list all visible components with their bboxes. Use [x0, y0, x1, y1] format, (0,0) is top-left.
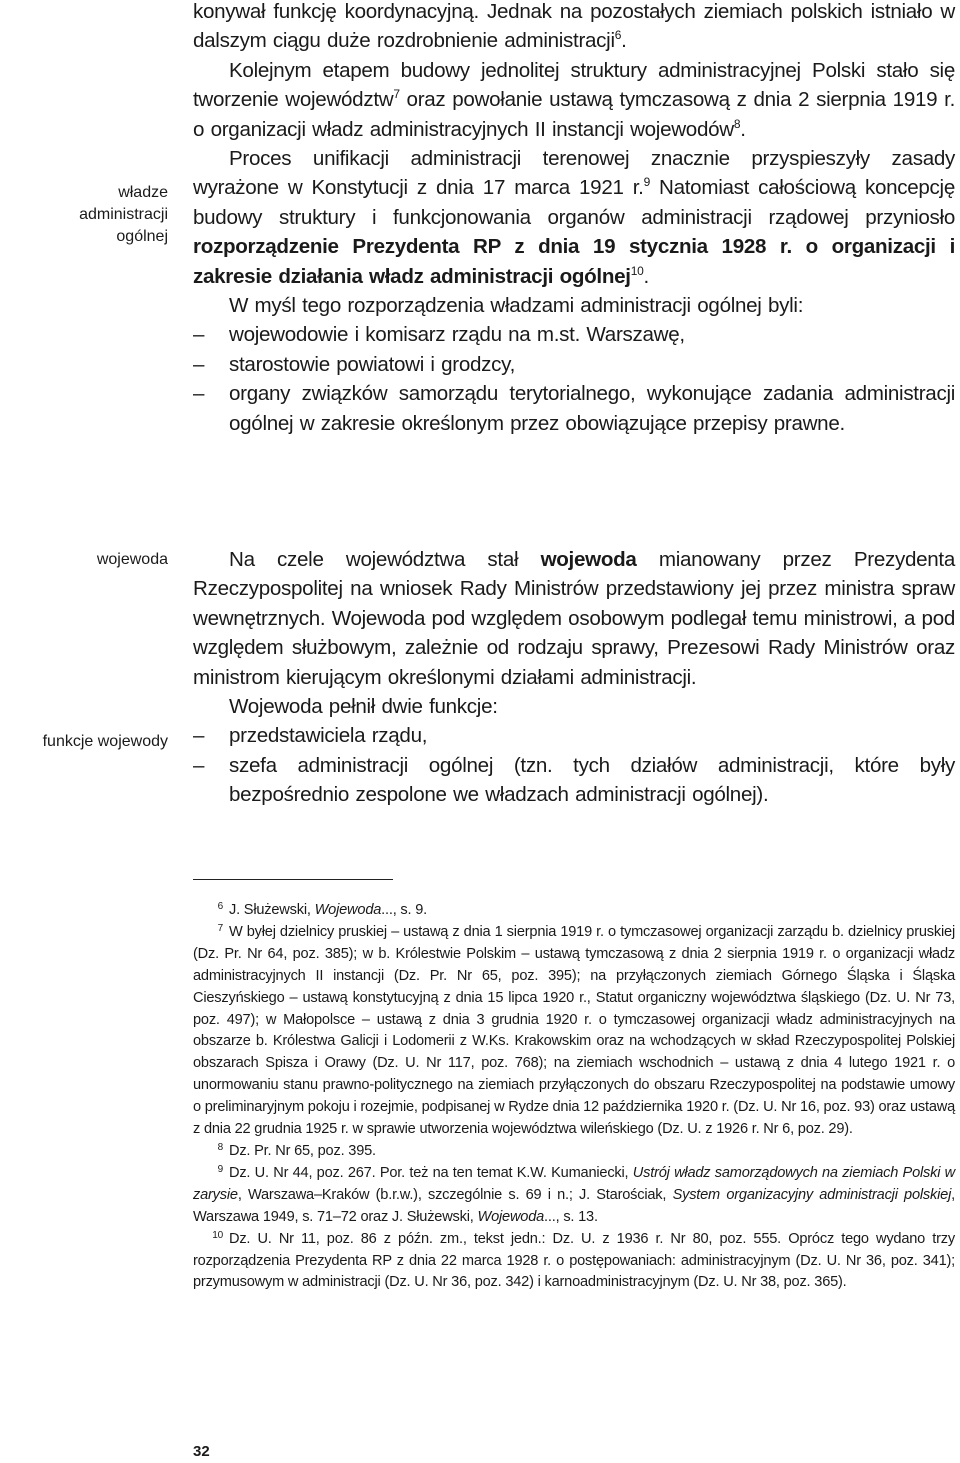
footnote-ref[interactable]: 6 — [614, 28, 622, 43]
margin-note-wojewoda — [0, 549, 168, 571]
paragraph: W myśl tego rozporządzenia władzami administracji ogólnej byli: — [229, 294, 804, 318]
footnote-9: 9 Dz. U. Nr 44, poz. 267. Por. też na ten temat K.W. Kumaniecki, Ustrój władz samorządowych na ziemiach Polski w zarysie, Warszawa–Kraków (b.r.w.), szczególnie s. 69 i n.; J. Starościak, System organizacyjny administracji polskiej, Warszawa 1949, s. 71–72 oraz J. Służewski, Wojewoda..., s. 13. — [193, 1163, 955, 1225]
paragraph: Wojewoda pełnił dwie funkcje: — [229, 695, 498, 719]
footnote-ref[interactable]: 9 — [643, 175, 650, 190]
list-item: – przedstawiciela rządu, — [193, 721, 955, 750]
footnote-7: 7 W byłej dzielnicy pruskiej – ustawą z dnia 1 sierpnia 1919 r. o tymczasowej organizacji zarządu b. dzielnicy pruskiej (Dz. Pr. Nr 64, poz. 385); w b. Królestwie Polskim – ustawą tymczasową z dnia 2 sierpnia 1919 r. o organizacji władz administracyjnych II instancji (Dz. Pr. Nr 65, poz. 395); na przyłączonych ziemiach Górnego Śląska i Śląska Cieszyńskiego – ustawą konstytucyjną z dnia 15 lipca 1920 r., Statut organiczny województwa śląskiego (Dz. U. Nr 73, poz. 497); w Małopolsce – ustawą z dnia 3 grudnia 1920 r. o tymczasowej organizacji władz administracyjnych na obszarze b. Królestwa Galicji i Lodomerii z W.Ks. Krakowskim oraz na wchodzących w skład Rzeczypospolitej Polskiej obszarach Spisza i Orawy (Dz. U. Nr 117, poz. 768); na ziemiach wschodnich – ustawą z dnia 4 lutego 1921 r. o unormowaniu stanu prawno-politycznego na ziemiach przyłączonych do obszaru Rzeczypospolitej na podstawie umowy o preliminaryjnym pokoju i rozejmie, podpisanej w Rydze dnia 12 października 1920 r. (Dz. U. Nr 16, poz. 93) oraz ustawą z dnia 22 grudnia 1925 r. w sprawie utworzenia województwa wileńskiego (Dz. U. z 1926 r. Nr 6, poz. 29). — [193, 922, 956, 1138]
margin-note-funkcje — [0, 731, 168, 753]
footnote-ref[interactable]: 7 — [393, 87, 400, 102]
paragraph: Kolejnym etapem budowy jednolitej struktury administracyjnej Polski stało się tworzenie województw$^7$ oraz powołanie ustawą tymczasową z dnia 2 sierpnia 1919 r. o organizacji władz administracyjnych II instancji wojewodów$^8$. — [193, 58, 955, 141]
list-item: – starostowie powiatowi i grodzcy, — [193, 350, 955, 379]
dash-list — [193, 721, 955, 809]
main-text-block-1 — [193, 0, 955, 438]
list-item: – wojewodowie i komisarz rządu na m.st. Warszawę, — [193, 320, 955, 349]
list-item: – organy związków samorządu terytorialnego, wykonujące zadania administracji ogólnej w zakresie określonym przez obowiązujące przepisy prawne. — [193, 379, 955, 438]
regulation-title: rozporządzenie Prezydenta RP z dnia 19 stycznia 1928 r. o organizacji i zakresie działania władz administracji ogólnej — [193, 235, 955, 288]
page-number: 32 — [193, 1443, 210, 1460]
dash-list — [193, 320, 955, 438]
footnote-8: 8 Dz. Pr. Nr 65, poz. 395. — [217, 1141, 376, 1159]
margin-note-line: administracji — [79, 206, 168, 223]
footnotes — [193, 900, 955, 1294]
list-item: – szefa administracji ogólnej (tzn. tych działów administracji, które były bezpośrednio zespolone we władzach administracji ogólnej). — [193, 751, 955, 810]
margin-note-line: ogólnej — [116, 228, 168, 245]
footnote-6: 6 J. Służewski, Wojewoda..., s. 9. — [217, 901, 428, 918]
term-wojewoda: wojewoda — [540, 548, 637, 571]
footnote-ref[interactable]: 8 — [733, 116, 741, 131]
margin-note-line: władze — [118, 184, 168, 201]
margin-note-line: funkcje wojewody — [42, 733, 168, 750]
footnote-rule — [193, 879, 393, 880]
margin-note-wladze — [0, 182, 168, 248]
paragraph: Na czele województwa stał wojewoda mianowany przez Prezydenta Rzeczypospolitej na wniosek Rady Ministrów przedstawiony jej przez ministra spraw wewnętrznych. Wojewoda pod względem osobowym podlegał temu ministrowi, a pod względem służbowym, zależnie od rodzaju sprawy, Prezesowi Rady Ministrów oraz ministrom kierującym określonymi działami administracji. — [193, 548, 956, 689]
footnote-ref[interactable]: 10 — [630, 263, 644, 278]
paragraph: konywał funkcję koordynacyjną. Jednak na pozostałych ziemiach polskich istniało w dalszym ciągu duże rozdrobnienie administracji$^6$. — [193, 0, 955, 53]
paragraph: Proces unifikacji administracji terenowej znacznie przyspieszyły zasady wyrażone w Konstytucji z dnia 17 marca 1921 r.$^9$ Natomiast całościową koncepcję budowy struktury i funkcjonowania organów administracji rządowej przyniosło rozporządzenie Prezydenta RP z dnia 19 stycznia 1928 r. o organizacji i zakresie działania władz administracji ogólnej$^{10}$. — [193, 147, 955, 288]
main-text-block-2 — [193, 545, 955, 810]
margin-note-line: wojewoda — [96, 551, 168, 568]
footnote-10: 10 Dz. U. Nr 11, poz. 86 z późn. zm., tekst jedn.: Dz. U. z 1936 r. Nr 80, poz. 555. Oprócz tego wydano trzy rozporządzenia Prezydenta RP z dnia 22 marca 1928 r. o postępowaniach: administracyjnym (Dz. U. Nr 36, poz. 341); przymusowym w administracji (Dz. U. Nr 36, poz. 342) i karnoadministracyjnym (Dz. U. Nr 38, poz. 365). — [193, 1229, 955, 1291]
